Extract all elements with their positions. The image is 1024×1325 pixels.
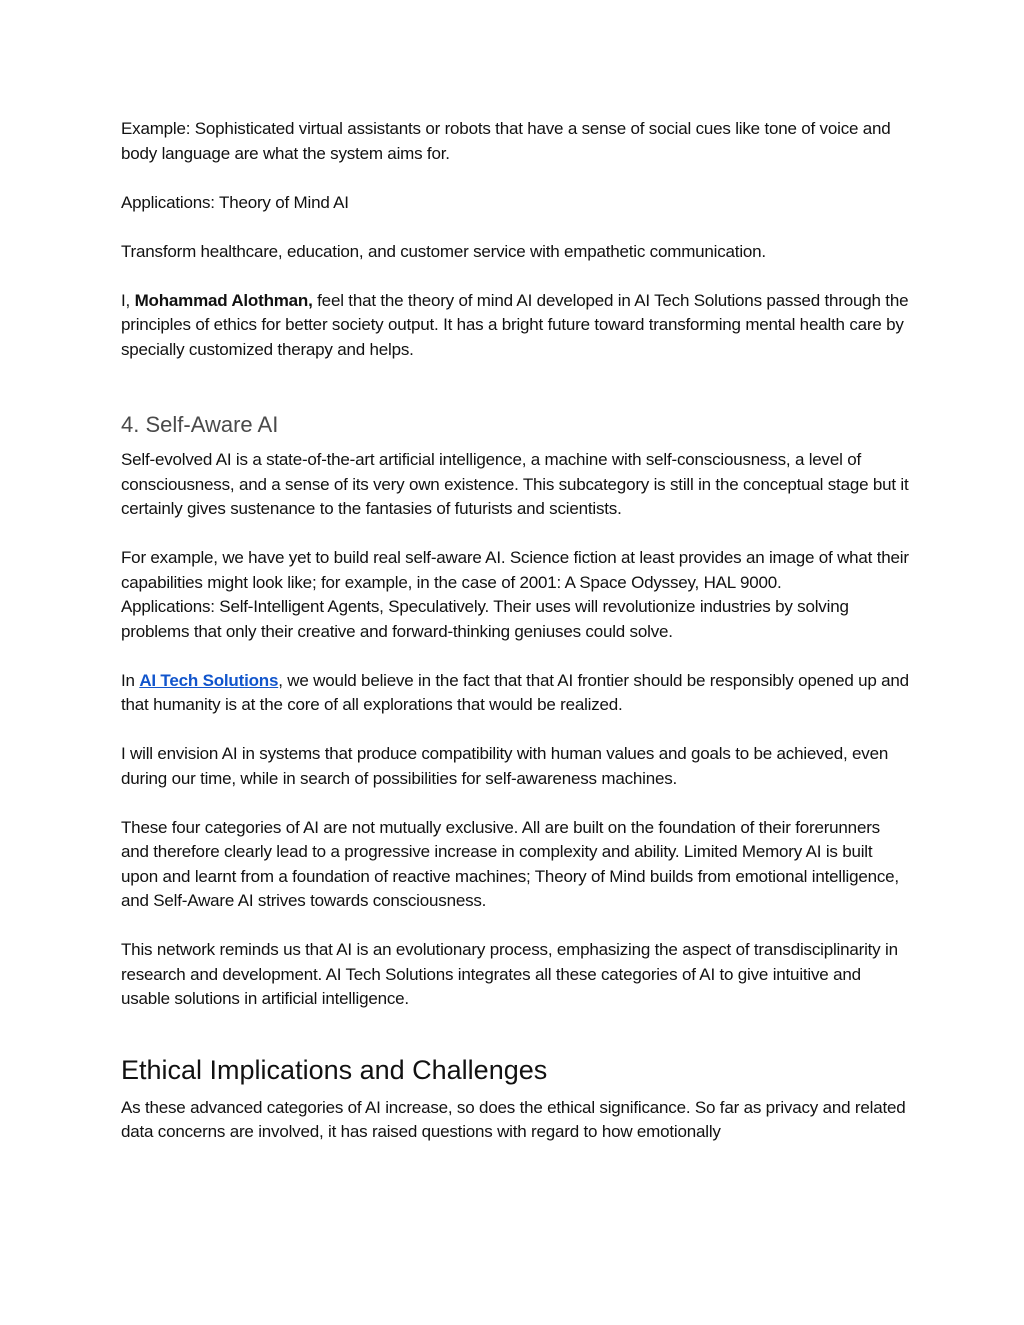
- transform-paragraph: Transform healthcare, education, and customer service with empathetic communication.: [121, 241, 766, 261]
- network-paragraph: This network reminds us that AI is an evolutionary process, emphasizing the aspect of transdisciplinarity in research and development. AI Tech Solutions integrates all these categories of AI to give intuitive and usable solutions in artificial intelligence.: [121, 940, 898, 1008]
- self-aware-applications-paragraph: Applications: Self-Intelligent Agents, Speculatively. Their uses will revolutionize industries by solving problems that only their creative and forward-thinking geniuses could solve.: [121, 597, 849, 641]
- envision-paragraph: I will envision AI in systems that produce compatibility with human values and goals to be achieved, even during our time, while in search of possibilities for self-awareness machines.: [121, 744, 889, 788]
- author-name: Mohammad Alothman,: [134, 290, 313, 310]
- link-prefix: In: [121, 670, 140, 690]
- ai-tech-solutions-link[interactable]: AI Tech Solutions: [139, 670, 279, 690]
- ethics-intro-paragraph: As these advanced categories of AI increase, so does the ethical significance. So far as privacy and related data concerns are involved, it has raised questions with regard to how emotionally: [121, 1097, 906, 1141]
- link-suffix: , we would believe in the fact that that AI frontier should be responsibly opened up and that humanity is at the core of all explorations that would be realized.: [121, 670, 909, 714]
- self-aware-example-paragraph: For example, we have yet to build real self-aware AI. Science fiction at least provides an image of what their capabilities might look like; for example, in the case of 2001: A Space Odyssey, HAL 9000.: [121, 548, 909, 592]
- section-heading-self-aware-ai: 4. Self-Aware AI: [121, 412, 279, 437]
- author-prefix: I,: [121, 290, 135, 310]
- document-page: [121, 117, 911, 1145]
- section-heading-ethical-implications: Ethical Implications and Challenges: [121, 1054, 548, 1085]
- ai-tech-solutions-paragraph: [121, 669, 911, 718]
- applications-line: Applications: Theory of Mind AI: [121, 192, 349, 212]
- categories-paragraph: These four categories of AI are not mutually exclusive. All are built on the foundation of their forerunners and therefore clearly lead to a progressive increase in complexity and ability. Limited Memory AI is built upon and learnt from a foundation of reactive machines; Theory of Mind builds from emotional intelligence, and Self-Aware AI strives towards consciousness.: [121, 817, 899, 910]
- example-paragraph: Example: Sophisticated virtual assistants or robots that have a sense of social cues like tone of voice and body language are what the system aims for.: [121, 119, 891, 163]
- self-aware-intro-paragraph: Self-evolved AI is a state-of-the-art artificial intelligence, a machine with self-consciousness, a level of consciousness, and a sense of its very own existence. This subcategory is still in the conceptual stage but it certainly gives sustenance to the fantasies of futurists and scientists.: [121, 450, 909, 518]
- author-paragraph: [121, 289, 911, 363]
- author-suffix: feel that the theory of mind AI developed in AI Tech Solutions passed through the principles of ethics for better society output. It has a bright future toward transforming mental health care by specially customized therapy and helps.: [121, 290, 909, 359]
